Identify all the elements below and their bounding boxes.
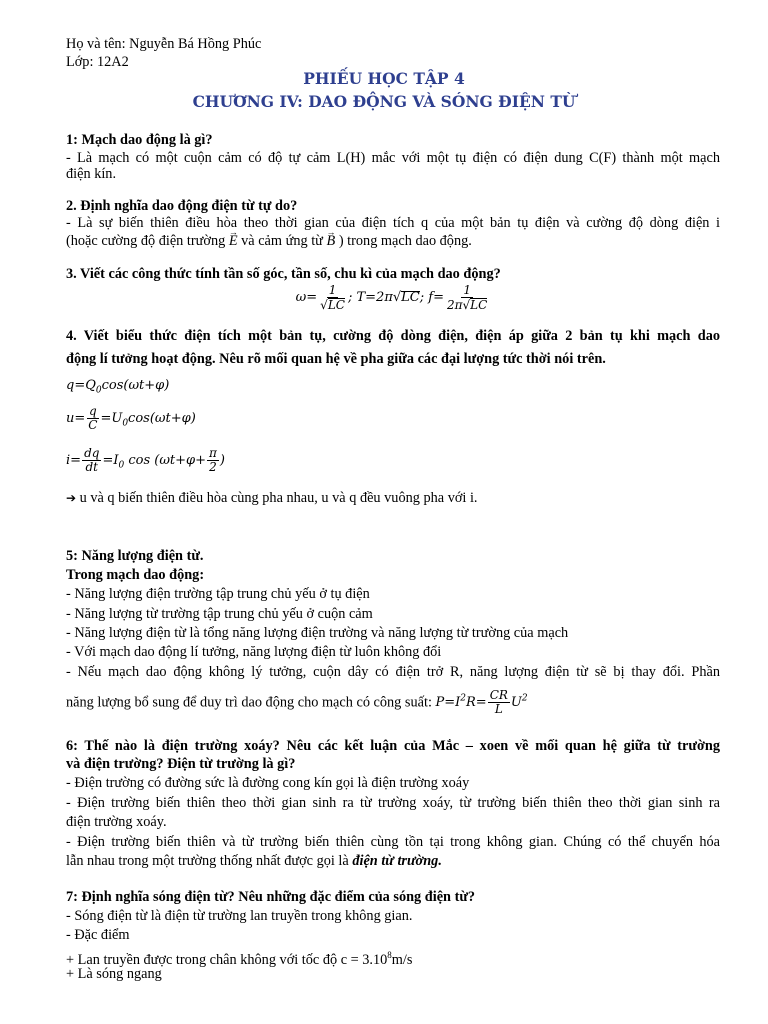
frequency-fraction: $\frac{1}{2\pi√LC}$ (446, 282, 488, 312)
q6-bullet-3: - Điện trường biến thiên và từ trường biến thiên cùng tồn tại trong không gian. Chúng có thể chuyển hóa (66, 834, 720, 850)
q4-heading-line1: 4. Viết biểu thức điện tích một bản tụ, cường độ dòng điện, điện áp giữa 2 bản tụ khi mạch dao (66, 328, 720, 344)
omega-fraction: $\frac{1}{√LC}$ (320, 282, 345, 312)
q6-bullet-2: - Điện trường biến thiên theo thời gian sinh ra từ trường xoáy, từ trường biến thiên theo thời gian sinh ra (66, 795, 720, 811)
q4-conclusion: ➔ u và q biến thiên điều hòa cùng pha nhau, u và q đều vuông pha với i. (66, 490, 478, 506)
q5-bullet-5: - Nếu mạch dao động không lý tưởng, cuộn dây có điện trở R, năng lượng điện từ sẽ bị thay đổi. Phần (66, 664, 720, 680)
q7-bullet-2: - Đặc điểm (66, 927, 130, 943)
q3-heading: 3. Viết các công thức tính tần số góc, tần số, chu kì của mạch dao động? (66, 266, 501, 282)
q1-body-line1: - Là mạch có một cuộn cảm có độ tự cảm L(H) mắc với một tụ điện có điện dung C(F) thành một mạch (66, 150, 720, 166)
right-arrow-icon: ➔ (66, 491, 77, 505)
vector-e: → E (229, 232, 238, 250)
equation-charge: $q=Q_0\cos(\omega t+\varphi)$ (66, 378, 170, 396)
equation-current: i= $\frac{dq}{dt}$ $=I_0$ cos (ωt+φ+ $\frac{\pi}{2}$ ) (66, 446, 225, 474)
q5-heading: 5: Năng lượng điện từ. (66, 548, 204, 564)
q5-bullet-6: năng lượng bổ sung để duy trì dao động cho mạch có công suất: $P=I^2R=$ $\frac{CR}{L}$ $U^2$ (66, 688, 528, 717)
q4-heading-line2: động lí tưởng hoạt động. Nêu rõ mối quan hệ về pha giữa các đại lượng tức thời nói trên. (66, 351, 606, 367)
chapter-title: CHƯƠNG IV: DAO ĐỘNG VÀ SÓNG ĐIỆN TỪ (192, 92, 576, 111)
q5-bullet-4: - Với mạch dao động lí tưởng, năng lượng điện từ luôn không đổi (66, 644, 442, 660)
equation-voltage: u= $\frac{q}{C}$ $=U_0\cos(\omega t+\varphi)$ (66, 404, 196, 432)
q6-bullet-2-cont: điện trường xoáy. (66, 814, 167, 830)
q2-heading: 2. Định nghĩa dao động điện từ tự do? (66, 198, 298, 214)
q5-bullet-3: - Năng lượng điện từ là tổng năng lượng điện trường và năng lượng từ trường của mạch (66, 625, 569, 641)
q3-formula: ω= $\frac{1}{√LC}$ ; T=2π√LC; f= $\frac{1}{2\pi√LC}$ (295, 282, 488, 312)
q5-bullet-2: - Năng lượng từ trường tập trung chủ yếu ở cuộn cảm (66, 606, 373, 622)
q7-bullet-3: + Lan truyền được trong chân không với tốc độ $c = 3.10^8m/s$ (66, 950, 413, 968)
q6-bullet-1: - Điện trường có đường sức là đường cong kín gọi là điện trường xoáy (66, 775, 470, 791)
q7-heading: 7: Định nghĩa sóng điện từ? Nêu những đặc điểm của sóng điện từ? (66, 889, 476, 905)
q5-bullet-1: - Năng lượng điện trường tập trung chủ yếu ở tụ điện (66, 586, 370, 602)
q2-body-line1: - Là sự biến thiên điều hòa theo thời gian của điện tích q của một bản tụ điện và cường độ dòng điện i (66, 215, 720, 231)
q6-heading-line1: 6: Thế nào là điện trường xoáy? Nêu các kết luận của Mắc – xoen về mối quan hệ giữa từ trường (66, 738, 720, 754)
student-name: Họ và tên: Nguyễn Bá Hồng Phúc (66, 36, 262, 52)
q6-heading-line2: và điện trường? Điện từ trường là gì? (66, 756, 296, 772)
q7-bullet-4: + Là sóng ngang (66, 966, 162, 982)
student-class: Lớp: 12A2 (66, 54, 129, 70)
q2-body-line2: (hoặc cường độ điện trường → E và cảm ứng từ → B ) trong mạch dao động. (66, 232, 720, 250)
worksheet-title: PHIẾU HỌC TẬP 4 (303, 69, 465, 88)
vector-b: → B (327, 232, 336, 250)
q5-subheading: Trong mạch dao động: (66, 567, 205, 583)
q1-body-line2: điện kín. (66, 166, 117, 182)
power-formula: $P=I^2R=$ $\frac{CR}{L}$ $U^2$ (435, 688, 528, 717)
q6-bullet-3-cont: lẫn nhau trong một trường thống nhất được gọi là điện từ trường. (66, 853, 442, 869)
q1-heading: 1: Mạch dao động là gì? (66, 132, 213, 148)
term-electromagnetic-field: điện từ trường. (352, 853, 442, 869)
q7-bullet-1: - Sóng điện từ là điện từ trường lan truyền trong không gian. (66, 908, 413, 924)
